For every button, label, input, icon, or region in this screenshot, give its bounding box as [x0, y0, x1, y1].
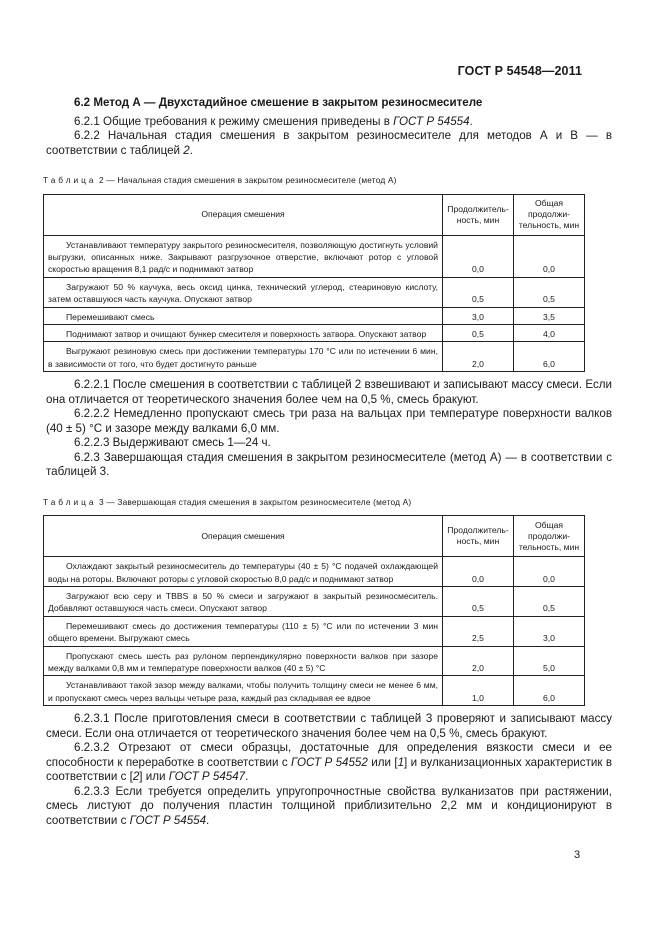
duration-cell: 2,5 — [443, 616, 514, 646]
paragraph-6-2-1: 6.2.1 Общие требования к режиму смешения приведены в ГОСТ Р 54554. — [74, 114, 473, 128]
column-header-total-duration: Общая продолжи-тельность, мин — [514, 194, 585, 235]
paragraph-6-2-2: 6.2.2 Начальная стадия смешения в закрытом резиносмесителе для методов А и В — в соответствии с таблицей 2. — [46, 129, 612, 157]
paragraph-6-2-3: 6.2.3 Завершающая стадия смешения в закрытом резиносмесителе (метод А) — в соответствии с таблицей 3. — [46, 450, 612, 479]
total-cell: 5,0 — [514, 646, 585, 676]
table-header-row — [44, 516, 585, 557]
total-cell: 6,0 — [514, 342, 585, 372]
reference-link: 2 — [183, 143, 190, 157]
table-2-caption: Таблица 2 — Начальная стадия смешения в закрытом резиносмесителе (метод А) — [43, 175, 397, 185]
paragraph-6-2-2-2: 6.2.2.2 Немедленно пропускают смесь три раза на вальцах при температуре поверхности валков (40 ± 5) °С и зазоре между валками 6,0 мм. — [46, 407, 612, 435]
table-row — [44, 324, 585, 341]
duration-cell: 1,0 — [443, 676, 514, 706]
operation-cell: Пропускают смесь шесть раз рулоном перпендикулярно поверхности валков при зазоре между валками 0,8 мм и температуре поверхности валков (40 ± 5) °С — [44, 646, 443, 676]
table-3-caption: Таблица 3 — Завершающая стадия смешения в закрытом резиносмесителе (метод А) — [43, 496, 412, 507]
page-number: 3 — [574, 849, 581, 861]
main-content — [43, 96, 612, 828]
reference-link: ГОСТ Р 54554 — [129, 813, 207, 827]
duration-cell: 0,0 — [443, 235, 514, 277]
duration-cell: 0,5 — [443, 586, 514, 616]
table-row — [44, 616, 585, 646]
table-header-row — [44, 194, 585, 235]
total-cell: 0,5 — [514, 586, 585, 616]
reference-link: ГОСТ Р 54554 — [393, 114, 470, 128]
total-cell: 6,0 — [514, 676, 585, 706]
table-row — [44, 307, 585, 324]
column-header-total-duration: Общая продолжи-тельность, мин — [514, 516, 585, 557]
operation-cell: Устанавливают такой зазор между валками, чтобы получить толщину смеси не менее 6 мм, и пропускают смесь через вальцы четыре раза, каждый раз складывая ее вдвое — [44, 676, 443, 706]
paragraph-6-2-2-1: 6.2.2.1 После смешения в соответствии с таблицей 2 взвешивают и записывают массу смеси. Если она отличается от теоретического значения более чем на 0,5 %, смесь бракуют. — [46, 378, 612, 406]
column-header-operation: Операция смешения — [44, 194, 443, 235]
operation-cell: Выгружают резиновую смесь при достижении температуры 170 °С или по истечении 6 мин, в зависимости от того, что будет достигнуто раньше — [44, 342, 443, 372]
table-row — [44, 586, 585, 616]
column-header-duration: Продолжитель-ность, мин — [443, 516, 514, 557]
total-cell: 0,5 — [514, 277, 585, 307]
duration-cell: 0,5 — [443, 277, 514, 307]
total-cell: 3,0 — [514, 616, 585, 646]
operation-cell: Перемешивают смесь до достижения температуры (110 ± 5) °С или по истечении 3 мин общего времени. Выгружают смесь — [44, 616, 443, 646]
reference-link: 1 — [397, 755, 405, 769]
duration-cell: 0,0 — [443, 557, 514, 587]
operation-cell: Устанавливают температуру закрытого резиносмесителя, позволяющую достигнуть условий выгрузки, описанных ниже. Закрывают разгрузочное отверстие, включают ротор с угловой скоростью вращения 8,1 рад/с и поднимают затвор — [44, 235, 443, 277]
duration-cell: 2,0 — [443, 646, 514, 676]
paragraph-6-2-3-2: 6.2.3.2 Отрезают от смеси образцы, достаточные для определения вязкости смеси и ее способности к переработке в соответствии с ГОСТ Р 54552 или [1] и вулканизационных характеристик в соответствии с [2] или ГОСТ Р 54547. — [46, 741, 612, 784]
operation-cell: Охлаждают закрытый резиносмеситель до температуры (40 ± 5) °С подачей охлаждающей воды на роторы. Включают роторы с угловой скоростью 8,0 рад/с и поднимают затвор — [44, 557, 443, 587]
total-cell: 0,0 — [514, 557, 585, 587]
reference-link: 2 — [132, 770, 140, 784]
table-row — [44, 676, 585, 706]
total-cell: 3,5 — [514, 307, 585, 324]
duration-cell: 3,0 — [443, 307, 514, 324]
reference-link: ГОСТ Р 54547 — [168, 770, 246, 784]
total-cell: 0,0 — [514, 235, 585, 277]
table-row — [44, 277, 585, 307]
operation-cell: Загружают 50 % каучука, весь оксид цинка, технический углерод, стеариновую кислоту, затем оставшуюся часть каучука. Опускают затвор — [44, 277, 443, 307]
reference-link: ГОСТ Р 54552 — [291, 755, 368, 769]
operation-cell: Перемешивают смесь — [44, 307, 443, 324]
document-code: ГОСТ Р 54548—2011 — [457, 64, 582, 78]
column-header-operation: Операция смешения — [44, 516, 443, 557]
table-row — [44, 646, 585, 676]
table-row — [44, 342, 585, 372]
paragraph-6-2-2-3: 6.2.2.3 Выдерживают смесь 1—24 ч. — [74, 436, 271, 450]
operation-cell: Поднимают затвор и очищают бункер смесителя и поверхность затвора. Опускают затвор — [44, 324, 443, 341]
section-heading: 6.2 Метод А — Двухстадийное смешение в закрытом резиносмесителе — [74, 96, 483, 109]
total-cell: 4,0 — [514, 324, 585, 341]
paragraph-6-2-3-1: 6.2.3.1 После приготовления смеси в соответствии с таблицей 3 проверяют и записывают массу смеси. Если она отличается от теоретического значения более чем на 0,5 %, смесь бракуют. — [46, 712, 612, 740]
operation-cell: Загружают всю серу и TBBS в 50 % смеси и загружают в закрытый резиносмеситель. Добавляют оставшуюся часть смеси. Опускают затвор — [44, 586, 443, 616]
table-row — [44, 557, 585, 587]
table-row — [44, 235, 585, 277]
duration-cell: 2,0 — [443, 342, 514, 372]
table-3 — [43, 515, 585, 706]
table-2 — [43, 194, 585, 373]
duration-cell: 0,5 — [443, 324, 514, 341]
paragraph-6-2-3-3: 6.2.3.3 Если требуется определить упругопрочностные свойства вулканизатов при растяжении, смесь листуют до получения пластин толщиной приблизительно 2,2 мм и кондиционируют в соответствии с ГОСТ Р 54554. — [46, 784, 612, 827]
column-header-duration: Продолжитель-ность, мин — [443, 194, 514, 235]
